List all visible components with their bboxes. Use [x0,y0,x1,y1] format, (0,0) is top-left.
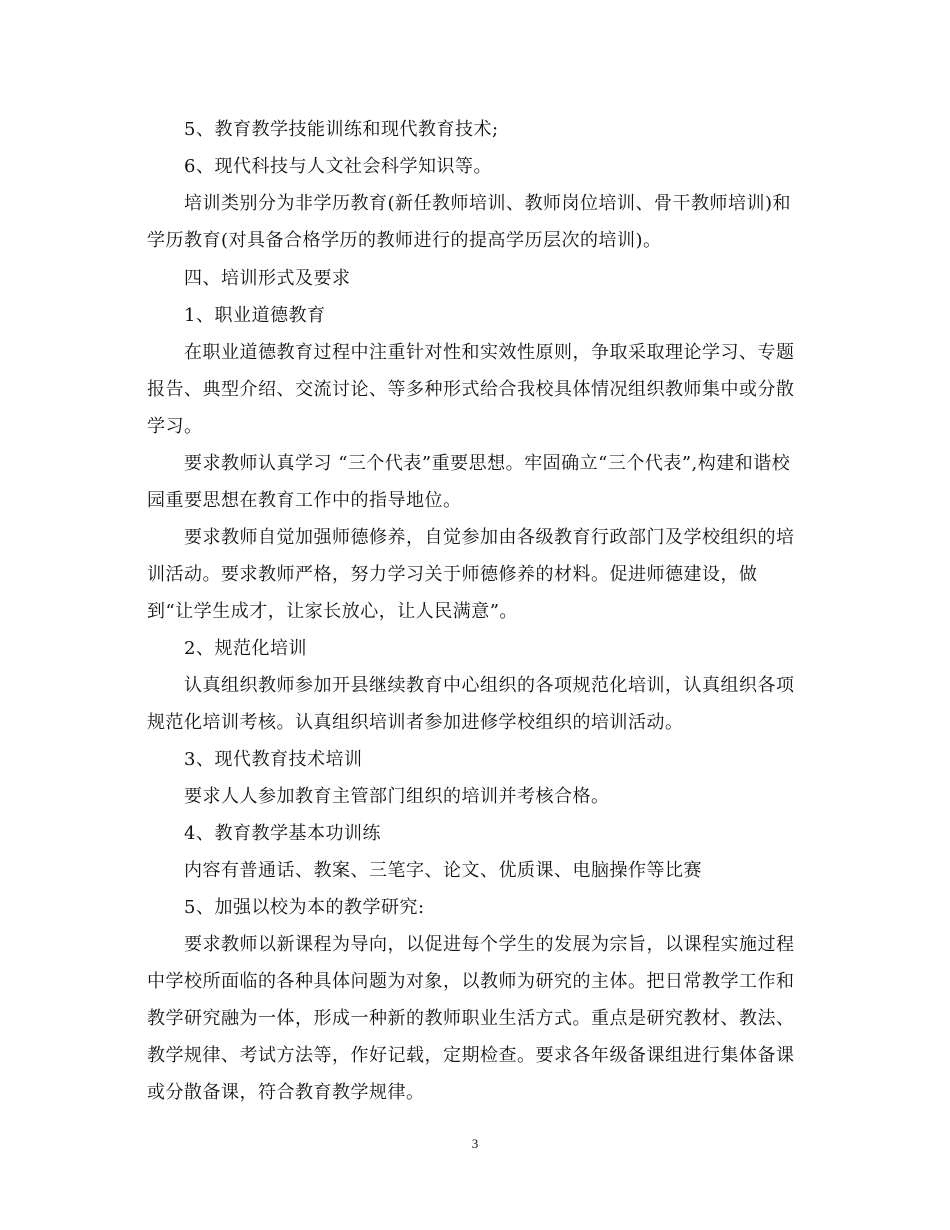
text-line: 6、现代科技与人文社会科学知识等。 [184,156,492,177]
subsection-heading: 2、规范化培训 [184,638,307,659]
text-line: 在职业道德教育过程中注重针对性和实效性原则，争取采取理论学习、专题 [184,342,795,363]
text-line: 学习。 [147,416,203,437]
text-line: 学历教育(对具备合格学历的教师进行的提高学历层次的培训)。 [147,230,662,251]
subsection-heading: 5、加强以校为本的教学研究: [184,897,425,918]
text-line: 教学研究融为一体，形成一种新的教师职业生活方式。重点是研究教材、教法、 [147,1008,795,1029]
text-line: 要求人人参加教育主管部门组织的培训并考核合格。 [184,786,610,807]
subsection-heading: 3、现代教育技术培训 [184,749,363,770]
text-line: 教学规律、考试方法等，作好记载，定期检查。要求各年级备课组进行集体备课 [147,1045,795,1066]
text-line: 报告、典型介绍、交流讨论、等多种形式给合我校具体情况组织教师集中或分散 [147,379,795,400]
text-line: 或分散备课，符合教育教学规律。 [147,1082,425,1103]
text-line: 要求教师自觉加强师德修养，自觉参加由各级教育行政部门及学校组织的培 [184,527,795,548]
text-line: 训活动。要求教师严格，努力学习关于师德修养的材料。促进师德建设，做 [147,564,758,585]
text-line: 到“让学生成才，让家长放心，让人民满意”。 [147,601,518,622]
text-line: 内容有普通话、教案、三笔字、论文、优质课、电脑操作等比赛 [184,860,702,881]
text-line: 中学校所面临的各种具体问题为对象，以教师为研究的主体。把日常教学工作和 [147,971,795,992]
text-line: 园重要思想在教育工作中的指导地位。 [147,490,462,511]
section-heading: 四、培训形式及要求 [184,268,351,289]
text-line: 5、教育教学技能训练和现代教育技术; [184,119,499,140]
text-line: 规范化培训考核。认真组织培训者参加进修学校组织的培训活动。 [147,712,684,733]
text-line: 培训类别分为非学历教育(新任教师培训、教师岗位培训、骨干教师培训)和 [184,193,792,214]
text-line: 要求教师以新课程为导向，以促进每个学生的发展为宗旨，以课程实施过程 [184,934,795,955]
text-line: 要求教师认真学习 “三个代表”重要思想。牢固确立“三个代表”,构建和谐校 [184,453,791,474]
page-number: 3 [471,1136,479,1151]
text-line: 认真组织教师参加开县继续教育中心组织的各项规范化培训，认真组织各项 [184,675,795,696]
subsection-heading: 1、职业道德教育 [184,305,326,326]
subsection-heading: 4、教育教学基本功训练 [184,823,381,844]
